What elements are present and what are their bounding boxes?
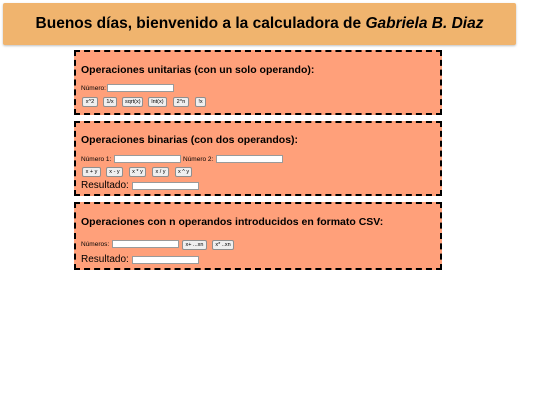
number1-label: Número 1: [81,156,112,163]
numbers-csv-input[interactable] [112,240,179,248]
power-of-two-button[interactable]: 2^n [173,97,189,107]
header-bar [3,3,516,45]
square-button[interactable]: x^2 [82,97,98,107]
unary-number-label: Número: [81,85,106,92]
reciprocal-button[interactable]: 1/x [103,97,117,107]
number1-input[interactable] [114,155,181,163]
unary-operations-panel [74,50,442,115]
binary-title: Operaciones binarias (con dos operandos): [81,134,299,146]
nary-title: Operaciones con n operandos introducidos en formato CSV: [81,216,384,228]
unary-number-input[interactable] [107,84,174,92]
greeting-text: Buenos días, bienvenido a la calculadora de [35,15,366,32]
binary-operations-panel [74,121,442,196]
power-button[interactable]: x ^ y [175,167,192,177]
nary-operations-panel [74,202,442,270]
sqrt-button[interactable]: sqrt(x) [122,97,143,107]
subtract-button[interactable]: x - y [106,167,123,177]
factorial-button[interactable]: !x [195,97,206,107]
add-button[interactable]: x + y [82,167,101,177]
unary-title: Operaciones unitarias (con un solo operando): [81,64,315,76]
binary-result-label: Resultado: [81,180,129,191]
sum-all-button[interactable]: x+ ...xn [182,240,207,250]
log-button[interactable]: lnt(x) [148,97,167,107]
nary-result-field[interactable] [132,256,199,264]
number2-input[interactable] [216,155,283,163]
numbers-label: Números: [81,241,110,248]
multiply-button[interactable]: x * y [129,167,146,177]
number2-label: Número 2: [183,156,214,163]
nary-result-label: Resultado: [81,254,129,265]
page-title [36,15,484,33]
binary-result-field[interactable] [132,182,199,190]
user-name: Gabriela B. Diaz [365,15,484,32]
divide-button[interactable]: x / y [152,167,169,177]
product-all-button[interactable]: x* ..xn [212,240,234,250]
